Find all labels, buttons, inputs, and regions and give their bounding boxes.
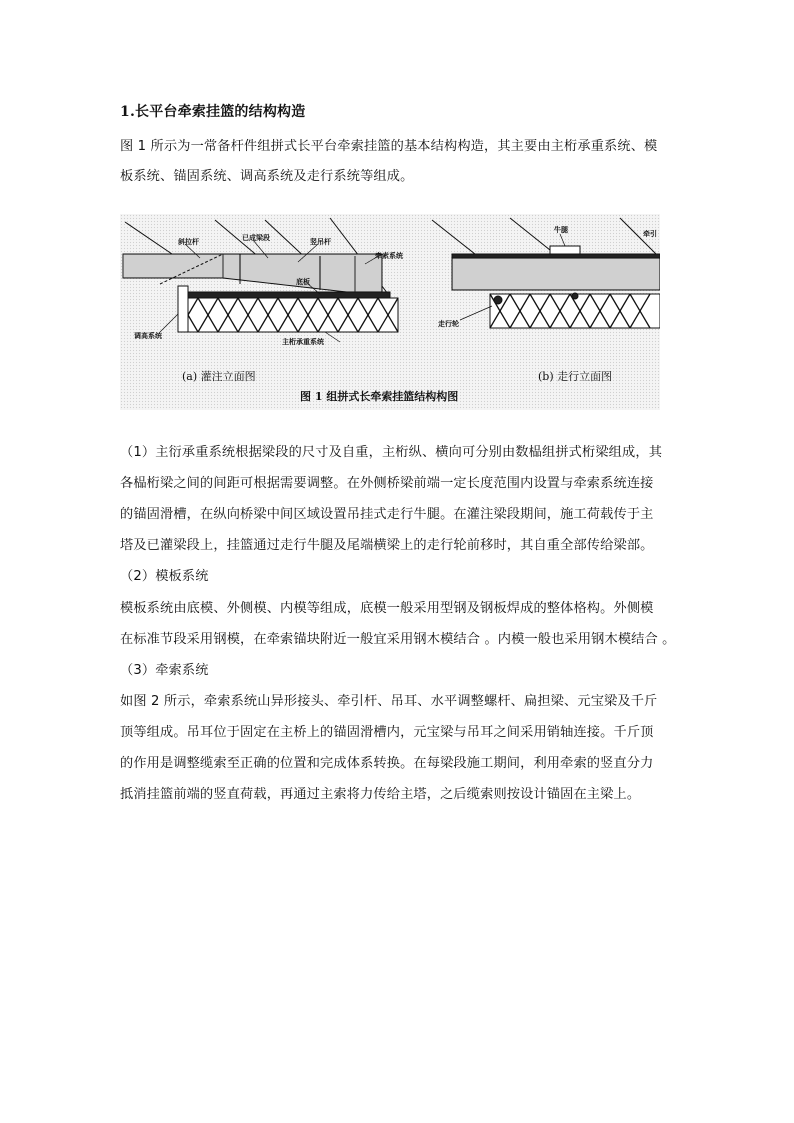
existing-girder xyxy=(123,254,223,278)
right-girder xyxy=(452,258,660,290)
p2-line-2: 在标准节段采用钢模，在牵索锚块附近一般宜采用钢木模结合 。内模一般也采用钢木模结合 。 xyxy=(120,632,676,647)
intro-line-1: 图 1 所示为一常备杆件组拼式长平台牵索挂篮的基本结构构造，其主要由主桁承重系统、模 xyxy=(120,139,658,154)
subheading-3: （3）牵索系统 xyxy=(120,663,209,678)
p3-line-4: 抵消挂篮前端的竖直荷载，再通过主索将力传给主塔，之后缆索则按设计锚固在主梁上。 xyxy=(120,787,641,802)
p2-line-1: 模板系统由底模、外侧模、内模等组成，底模一般采用型钢及钢板焊成的整体格构。外侧模 xyxy=(120,601,654,616)
subheading-2: （2）模板系统 xyxy=(120,569,209,584)
p1-line-2: 各榀桁梁之间的间距可根据需要调整。在外侧桥梁前端一定长度范围内设置与牵索系统连接 xyxy=(120,476,654,491)
p1-line-1: （1）主衍承重系统根据梁段的尺寸及自重，主桁纵、横向可分别由数榀组拼式桁梁组成，其 xyxy=(120,445,663,460)
label-main-truss: 主桁承重系统 xyxy=(282,337,324,346)
walking-wheel-mark xyxy=(494,296,502,304)
p3-line-1: 如图 2 所示，牵索系统山异形接头、牵引杆、吊耳、水平调整螺杆、扁担梁、元宝梁及千斤 xyxy=(120,694,658,709)
label-anchor-partial: 牵引 xyxy=(643,229,657,238)
p3-line-2: 顶等组成。吊耳位于固定在主桥上的锚固滑槽内，元宝梁与吊耳之间采用销轴连接。千斤顶 xyxy=(120,725,654,740)
label-cable-system: 牵索系统 xyxy=(375,251,403,260)
p1-line-3: 的锚固滑槽，在纵向桥梁中间区域设置吊挂式走行牛腿。在灌注梁段期间，施工荷载传于主 xyxy=(120,507,654,522)
intro-line-2: 板系统、锚固系统、调高系统及走行系统等组成。 xyxy=(120,169,414,184)
structure-diagram xyxy=(120,214,660,410)
label-diagonal-rod: 斜拉杆 xyxy=(178,237,199,246)
label-bracket: 牛腿 xyxy=(554,225,568,234)
label-bottom-plate: 底板 xyxy=(296,277,310,286)
label-hanger: 竖吊杆 xyxy=(310,237,331,246)
label-poured-segment: 已成梁段 xyxy=(242,233,270,242)
caption-a: (a) 灌注立面图 xyxy=(182,370,256,383)
p3-line-3: 的作用是调整缆索至正确的位置和完成体系转换。在每梁段施工期间，利用牵索的竖直分力 xyxy=(120,756,654,771)
section-heading: 1.长平台牵索挂篮的结构构造 xyxy=(120,104,306,120)
figure-1 xyxy=(120,214,660,410)
label-walking-wheel: 走行轮 xyxy=(438,319,459,328)
caption-b: (b) 走行立面图 xyxy=(538,370,613,383)
label-height-adjust: 调高系统 xyxy=(134,331,162,340)
figure-title: 图 1 组拼式长牵索挂篮结构构图 xyxy=(300,390,459,403)
p1-line-4: 塔及已灌梁段上，挂篮通过走行牛腿及尾端横梁上的走行轮前移时，其自重全部传给梁部。 xyxy=(120,538,654,553)
bottom-plate-bar xyxy=(180,292,390,298)
